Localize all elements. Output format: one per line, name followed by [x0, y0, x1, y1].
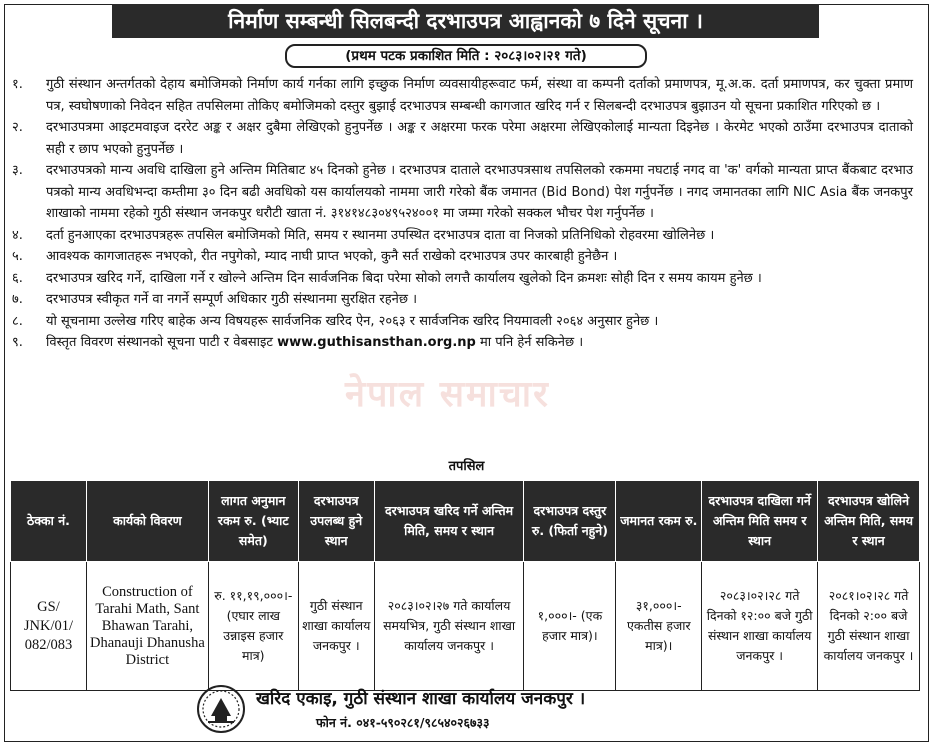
notice-item [8, 289, 913, 311]
footer [0, 684, 933, 742]
item-number: ८. [12, 313, 23, 329]
cost-estimate-cell: रु. ११,१९,०००।- (एघार लाख उन्नाइस हजार मात्र) [208, 562, 298, 691]
notice-item [8, 74, 913, 117]
column-header: ठेक्का नं. [11, 481, 87, 562]
item-text: गुठी संस्थान अन्तर्गतको देहाय बमोजिमको निर्माण कार्य गर्नका लागि इच्छुक निर्माण व्यवसायीहरूवाट फर्म, संस्था वा कम्पनी दर्ताको प्रमाणपत्र, मू.अ.क. दर्ता प्रमाणपत्र, कर चुक्ता प्रमाण पत्र, स्वघोषणाको निवेदन सहित तपसिलमा तोकिए बमोजिमको दस्तुर बुझाई दरभाउपत्र सम्बन्धी कागजात खरिद गर्न र सिलबन्दी दरभाउपत्र बुझाउन यो सूचना प्रकाशित गरिएको छ । [46, 77, 913, 114]
notice-item [8, 160, 913, 225]
security-cell: ३१,०००।- एकतीस हजार मात्र)। [616, 562, 702, 691]
notice-items [8, 74, 913, 354]
schedule-title: तपसिल [448, 459, 485, 474]
phone-number: फोन नं. ०४१-५९०२८१/९८५४०२६७३३ [316, 715, 490, 730]
item-text [46, 332, 913, 354]
office-name: खरिद एकाइ, गुठी संस्थान शाखा कार्यालय जनकपुर । [256, 689, 586, 709]
column-header: कार्यको विवरण [86, 481, 208, 562]
purchase-deadline-cell: २०८३।०२।२७ गते कार्यालय समयभित्र, गुठी संस्थान शाखा कार्यालय जनकपुर । [374, 562, 524, 691]
availability-cell: गुठी संस्थान शाखा कार्यालय जनकपुर । [298, 562, 374, 691]
fee-cell: १,०००।- (एक हजार मात्र)। [524, 562, 616, 691]
notice-item [8, 117, 913, 160]
contract-number-cell: GS/ JNK/01/ 082/083 [11, 562, 87, 691]
item-text-after: मा पनि हेर्न सकिनेछ । [475, 335, 584, 350]
item-number: ३. [12, 163, 23, 178]
item-text-before: विस्तृत विवरण संस्थानको सूचना पाटी र वेबसाइट [46, 335, 278, 350]
item-number: २. [12, 120, 23, 135]
watermark: नेपाल समाचार [345, 374, 550, 415]
column-header: दरभाउपत्र दाखिला गर्ने अन्तिम मिति समय र स्थान [702, 481, 818, 562]
item-number: ७. [12, 292, 23, 307]
guthi-emblem-icon [196, 684, 246, 734]
column-header: दरभाउपत्र उपलब्ध हुने स्थान [298, 481, 374, 562]
column-header: जमानत रकम रु. [616, 481, 702, 562]
work-description-cell: Construction of Tarahi Math, Sant Bhawan Tarahi, Dhanauji Dhanusha District [86, 562, 208, 691]
table-row [11, 562, 920, 691]
notice-title: निर्माण सम्बन्धी सिलबन्दी दरभाउपत्र आह्वानको ७ दिने सूचना । [112, 4, 819, 38]
column-header: दरभाउपत्र खरिद गर्ने अन्तिम मिति, समय र स्थान [374, 481, 524, 562]
item-text: दरभाउपत्रमा आइटमवाइज दररेट अङ्क र अक्षर दुबैमा लेखिएको हुनुपर्नेछ । अङ्क र अक्षरमा फरक परेमा अक्षरमा लेखिएकोलाई मान्यता दिइनेछ । केरमेट भएको ठाउँमा दरभाउपत्र दाताको सही र छाप भएको हुनुपर्नेछ । [46, 120, 913, 157]
notice-item [8, 225, 913, 247]
item-text: यो सूचनामा उल्लेख गरिए बाहेक अन्य विषयहरू सार्वजनिक खरिद ऐन, २०६३ र सार्वजनिक खरिद नियमावली २०६४ अनुसार हुनेछ । [46, 313, 659, 329]
item-number: ४. [12, 227, 23, 243]
item-text: आवश्यक कागजातहरू नभएको, रीत नपुगेको, म्याद नाघी प्राप्त भएको, कुनै सर्त राखेको दरभाउपत्र उपर कारबाही हुनेछैन । [46, 249, 618, 264]
item-number: ५. [12, 249, 23, 264]
item-number: ६. [12, 270, 23, 286]
column-header: लागत अनुमान रकम रु. (भ्याट समेत) [208, 481, 298, 562]
item-text: दरभाउपत्रको मान्य अवधि दाखिला हुने अन्तिम मितिबाट ४५ दिनको हुनेछ । दरभाउपत्र दाताले दरभाउपत्रसाथ तपसिलको रकममा नघटाई नगद वा 'क' वर्गको मान्यता प्राप्त बैंकबाट दरभाउ पत्रको मान्य अवधिभन्दा कम्तीमा ३० दिन बढी अवधिको यस कार्यालयको नाममा जारी गरेको बैंक जमानत (Bid Bond) पेश गर्नुपर्नेछ । नगद जमानतका लागि NIC Asia बैंक जनकपुर शाखाको नाममा रहेको गुठी संस्थान जनकपुर धरौटी खाता नं. ३१४१४८३०४९५२४००१ मा जम्मा गरेको सक्कल भौचर पेश गर्नुपर्नेछ । [46, 163, 913, 221]
item-text: दरभाउपत्र स्वीकृत गर्ने वा नगर्ने सम्पूर्ण अधिकार गुठी संस्थानमा सुरक्षित रहनेछ । [46, 292, 418, 307]
table-header-row [11, 481, 920, 562]
column-header: दरभाउपत्र खोलिने अन्तिम मिति, समय र स्थान [818, 481, 920, 562]
notice-item [8, 311, 913, 333]
item-text: दरभाउपत्र खरिद गर्ने, दाखिला गर्ने र खोल्ने अन्तिम दिन सार्वजनिक बिदा परेमा सोको लगत्तै कार्यालय खुलेको दिन क्रमशः सोही दिन र समय कायम हुनेछ । [46, 270, 762, 286]
column-header: दरभाउपत्र दस्तुर रु. (फिर्ता नहुने) [524, 481, 616, 562]
submission-cell: २०८३।०२।२८ गते दिनको १२:०० बजे गुठी संस्थान शाखा कार्यालय जनकपुर । [702, 562, 818, 691]
item-number: १. [12, 77, 23, 92]
opening-cell: २०८१।०२।२८ गते दिनको २:०० बजे गुठी संस्थान शाखा कार्यालय जनकपुर । [818, 562, 920, 691]
item-number: ९. [12, 335, 23, 350]
notice-item [8, 246, 913, 268]
website-link[interactable]: www.guthisansthan.org.np [277, 335, 476, 350]
schedule-table [10, 480, 920, 691]
publication-date: (प्रथम पटक प्रकाशित मिति : २०८३।०२।२१ गते) [285, 44, 647, 68]
item-text: दर्ता हुनआएका दरभाउपत्रहरू तपसिल बमोजिमको मिति, समय र स्थानमा उपस्थित दरभाउपत्र दाता वा निजको प्रतिनिधिको रोहवरमा खोलिनेछ । [46, 227, 715, 243]
notice-item [8, 332, 913, 354]
notice-item [8, 268, 913, 290]
